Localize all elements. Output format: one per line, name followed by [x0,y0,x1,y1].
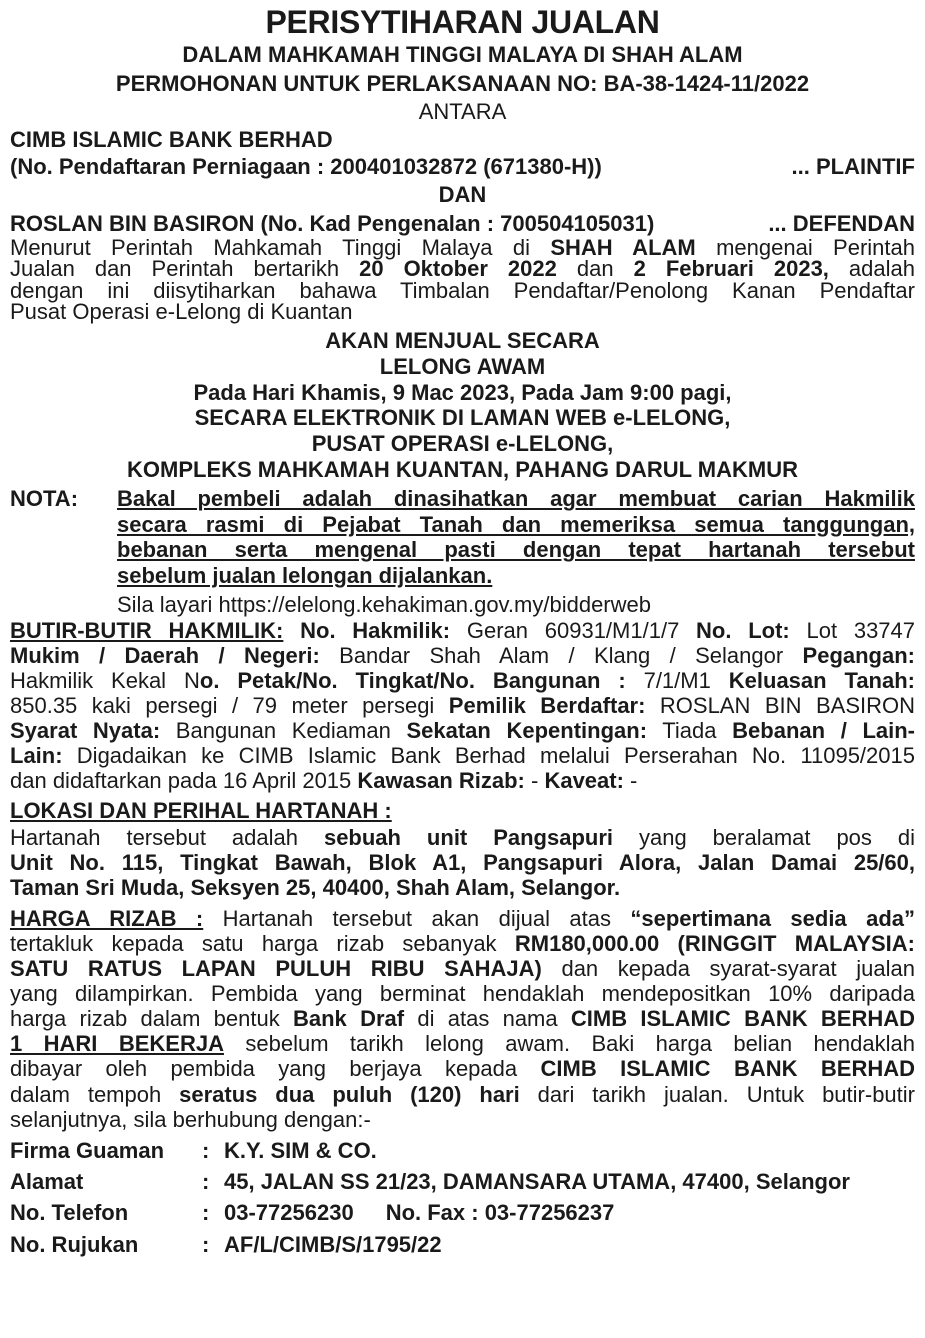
court-name: DALAM MAHKAMAH TINGGI MALAYA DI SHAH ALAM [182,42,743,67]
defendant-role: ... DEFENDAN [768,211,915,236]
sale-venue: KOMPLEKS MAHKAMAH KUANTAN, PAHANG DARUL MAKMUR [127,456,798,482]
law-firm: K.Y. SIM & CO. [224,1137,377,1163]
application-number: PERMOHONAN UNTUK PERLAKSANAAN NO: BA-38-1424-11/2022 [115,71,810,96]
phone-row: No. Telefon : 03-77256230 No. Fax : 03-77256237 [10,1200,615,1226]
title-details: BUTIR-BUTIR HAKMILIK: No. Hakmilik: Geran 60931/M1/1/7 No. Lot: Lot 33747 Mukim / Daerah / Negeri: Bandar Shah Alam / Klang / Selangor Pegangan: Hakmilik Kekal No. Petak/No. Tingkat/No. Bangunan : 7/1/M1 Keluasan Tanah: 850.35 kaki persegi / 79 meter persegi Pemilik Berdaftar: ROSLAN BIN BASIRON Syarat Nyata: Bangunan Kediaman Sekatan Kepentingan: Tiada Bebanan / Lain- Lain: Digadaikan ke CIMB Islamic Bank Berhad melalui Perserahan No. 11095/2015 dan didaftarkan pada 16 April 2015 Kawasan Rizab: - Kaveat: - [10,617,916,794]
notice-title: PERISYTIHARAN JUALAN [265,4,660,40]
nota-label: NOTA: [10,486,79,512]
nota-section: NOTA: Bakal pembeli adalah dinasihatkan agar membuat carian Hakmilik secara rasmi di Pejabat Tanah dan memeriksa semua tanggungan, bebanan serta mengenal pasti dengan tepat hartanah tersebut sebelum jualan lelongan dijalankan. Sila layari https://elelong.kehakiman.gov.my/bidderweb [10,486,915,618]
plaintiff-role: ... PLAINTIF [791,154,915,179]
auction-notice [0,4,925,1260]
reserve-price-section: HARGA RIZAB : Hartanah tersebut akan dijual atas “sepertimana sedia ada” tertakluk kepada satu harga rizab sebanyak RM180,000.00 (RINGGIT MALAYSIA: SATU RATUS LAPAN PULUH RIBU SAHAJA) dan kepada syarat-syarat jualan yang dilampirkan. Pembida yang berminat hendaklah mendepositkan 10% daripada harga rizab dalam bentuk Bank Draf di atas nama CIMB ISLAMIC BANK BERHAD 1 HARI BEKERJA sebelum tarikh lelong awam. Baki harga belian hendaklah dibayar oleh pembida yang berjaya kepada CIMB ISLAMIC BANK BERHAD dalam tempoh seratus dua puluh (120) hari dari tarikh jualan. Untuk butir-butir selanjutnya, sila berhubung dengan:- [10,905,916,1132]
reserve-price-amount: RM180,000.00 (RINGGIT MALAYSIA: [514,930,915,956]
reference-row: No. Rujukan : AF/L/CIMB/S/1795/22 [10,1229,915,1260]
plaintiff-name: CIMB ISLAMIC BANK BERHAD [10,127,333,152]
defendant-name: ROSLAN BIN BASIRON (No. Kad Pengenalan : 700504105031) [10,211,655,236]
sale-date: Pada Hari Khamis, 9 Mac 2023, Pada Jam 9:00 pagi, [193,379,732,405]
defendant-block [10,210,915,237]
firm-row: Firma Guaman : K.Y. SIM & CO. [10,1135,915,1166]
reserve-price-heading: HARGA RIZAB : [10,905,204,931]
reference-number: AF/L/CIMB/S/1795/22 [224,1231,442,1257]
intro-paragraph: Menurut Perintah Mahkamah Tinggi Malaya di SHAH ALAM mengenai Perintah Jualan dan Perintah bertarikh 20 Oktober 2022 dan 2 Februari 2023, adalah dengan ini diisytiharkan bahawa Timbalan Pendaftar/Penolong Kanan Pendaftar Pusat Operasi e-Lelong di Kuantan [10,235,915,324]
contact-details [10,1135,915,1260]
bidder-web-link[interactable]: Sila layari https://elelong.kehakiman.gov.my/bidderweb [117,592,651,618]
location-heading: LOKASI DAN PERIHAL HARTANAH : [10,797,392,823]
plaintiff-block [10,126,915,180]
title-details-heading: BUTIR-BUTIR HAKMILIK: [10,617,284,643]
between-label: ANTARA [418,99,507,124]
property-address: Unit No. 115, Tingkat Bawah, Blok A1, Pangsapuri Alora, Jalan Damai 25/60, [10,849,915,875]
and-label: DAN [438,182,487,207]
sale-announcement: AKAN MENJUAL SECARA LELONG AWAM Pada Hari Khamis, 9 Mac 2023, Pada Jam 9:00 pagi, SECARA ELEKTRONIK DI LAMAN WEB e-LELONG, PUSAT OPERASI e-LELONG, KOMPLEKS MAHKAMAH KUANTAN, PAHANG DARUL MAKMUR [10,328,915,482]
location-details: Hartanah tersebut adalah sebuah unit Pangsapuri yang beralamat pos di Unit No. 115, Tingkat Bawah, Blok A1, Pangsapuri Alora, Jalan Damai 25/60, Taman Sri Muda, Seksyen 25, 40400, Shah Alam, Selangor. [10,824,916,900]
firm-address: 45, JALAN SS 21/23, DAMANSARA UTAMA, 47400, Selangor [224,1168,850,1194]
fax-number: No. Fax : 03-77256237 [385,1200,615,1226]
phone-number: 03-77256230 [224,1200,354,1226]
address-row: Alamat : 45, JALAN SS 21/23, DAMANSARA UTAMA, 47400, Selangor [10,1166,915,1197]
plaintiff-registration: (No. Pendaftaran Perniagaan : 200401032872 (671380-H)) [10,154,602,179]
